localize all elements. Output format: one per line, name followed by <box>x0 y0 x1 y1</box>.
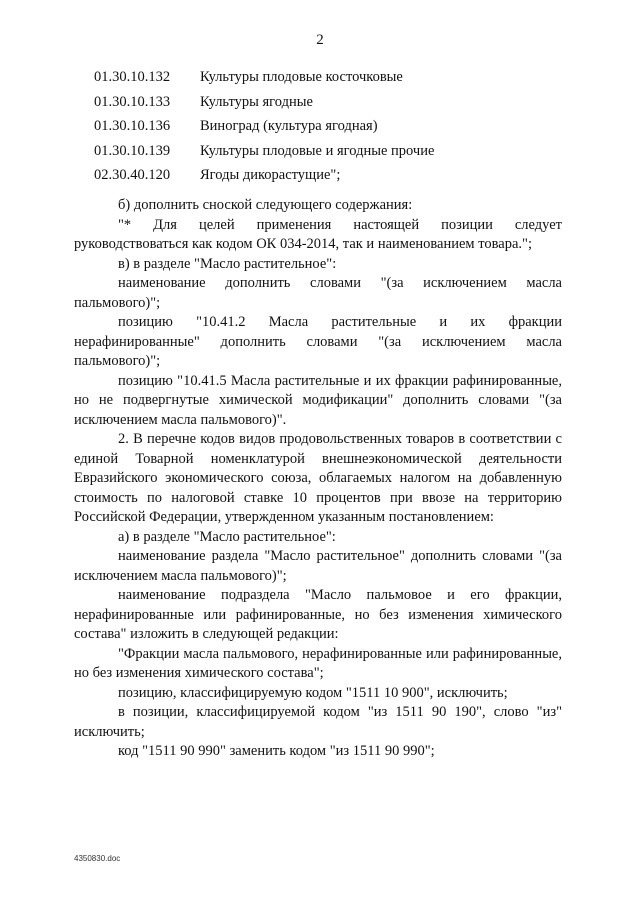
code-row <box>94 115 564 140</box>
paragraph: "* Для целей применения настоящей позиции следует руководствоваться как кодом ОК 034-2014, так и наименованием товара."; <box>74 216 562 252</box>
code-value: 02.30.40.120 <box>94 167 171 183</box>
paragraph: код "1511 90 990" заменить кодом "из 1511 90 990"; <box>118 743 435 759</box>
file-name-footer: 4350830.doc <box>74 854 121 863</box>
paragraph: б) дополнить сноской следующего содержания: <box>118 197 413 213</box>
paragraph: наименование дополнить словами "(за исключением масла пальмового)"; <box>74 275 562 311</box>
code-list <box>94 66 564 189</box>
code-row <box>94 91 564 116</box>
code-value: 01.30.10.133 <box>94 93 171 110</box>
code-row <box>94 164 564 189</box>
paragraph: позицию "10.41.2 Масла растительные и их фракции нерафинированные" дополнить словами "(за исключением масла пальмового)"; <box>74 314 562 369</box>
paragraph: наименование раздела "Масло растительное" дополнить словами "(за исключением масла пальмового)"; <box>74 548 562 584</box>
paragraph: в позиции, классифицируемой кодом "из 1511 90 190", слово "из" исключить; <box>74 704 562 740</box>
code-row <box>94 140 564 165</box>
code-name: Культуры плодовые и ягодные прочие <box>200 142 435 159</box>
code-name: Виноград (культура ягодная) <box>200 118 378 134</box>
code-value: 01.30.10.136 <box>94 118 171 134</box>
code-value: 01.30.10.132 <box>94 69 171 85</box>
paragraph: наименование подраздела "Масло пальмовое и его фракции, нерафинированные или рафинированные, но без изменения химического состава" изложить в следующей редакции: <box>74 587 562 642</box>
code-value: 01.30.10.139 <box>94 142 171 159</box>
paragraph: позицию, классифицируемую кодом "1511 10 900", исключить; <box>118 684 508 701</box>
paragraph: позицию "10.41.5 Масла растительные и их фракции рафинированные, но не подвергнутые химической модификации" дополнить словами "(за исключением масла пальмового)". <box>74 372 562 428</box>
code-name: Культуры ягодные <box>200 93 313 110</box>
code-row <box>94 66 564 91</box>
page-number: 2 <box>316 32 324 48</box>
code-name: Ягоды дикорастущие"; <box>200 167 341 183</box>
paragraph: в) в разделе "Масло растительное": <box>118 255 337 272</box>
code-name: Культуры плодовые косточковые <box>200 69 403 85</box>
document-body <box>74 196 562 762</box>
paragraph: "Фракции масла пальмового, нерафинированные или рафинированные, но без изменения химического состава"; <box>74 645 562 681</box>
paragraph: 2. В перечне кодов видов продовольственных товаров в соответствии с единой Товарной номенклатурой внешнеэкономической деятельности Евразийского экономического союза, облагаемых налогом на добавленную стоимость по налоговой ставке 10 процентов при ввозе на территорию Российской Федерации, утвержденном указанным постановлением: <box>74 431 562 525</box>
paragraph: а) в разделе "Масло растительное": <box>118 528 336 545</box>
